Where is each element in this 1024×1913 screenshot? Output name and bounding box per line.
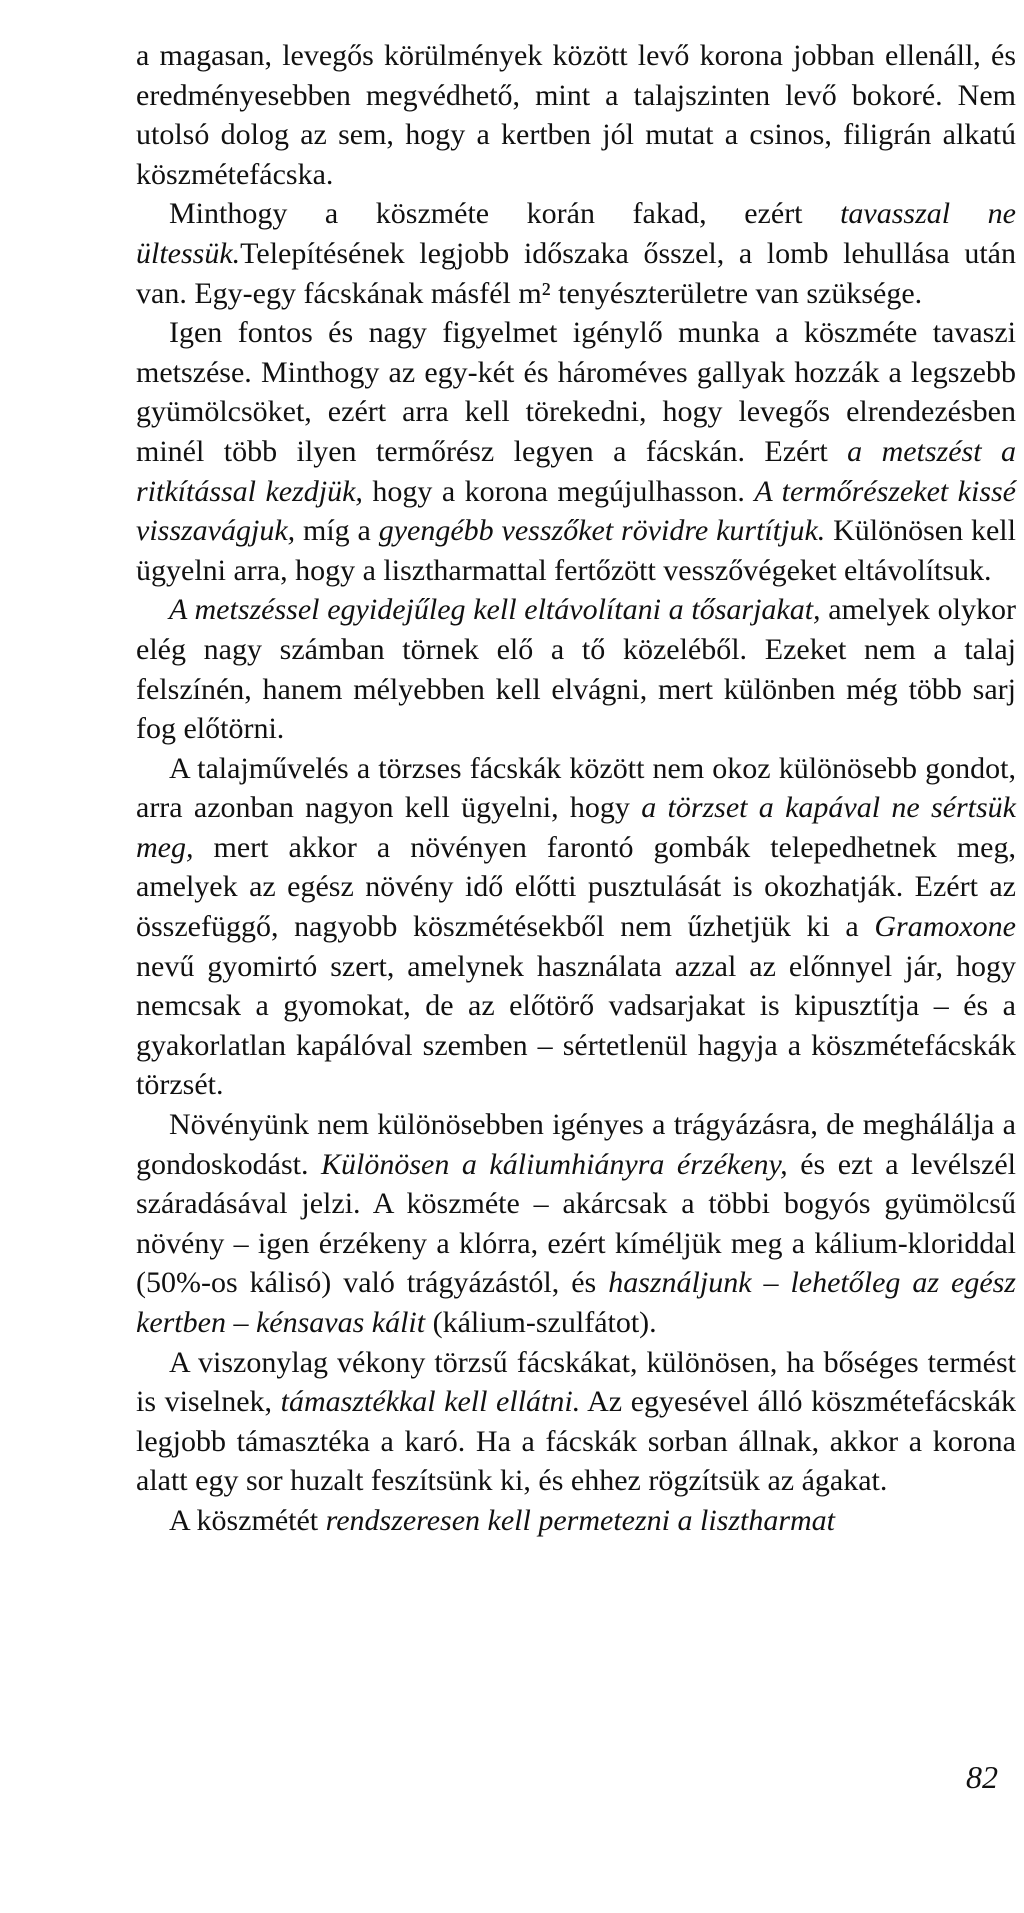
text-run: hogy a korona megújulhasson. <box>362 474 755 508</box>
paragraph <box>136 590 1016 748</box>
paragraph <box>136 194 1016 313</box>
text-run: és ezt a levélszél száradásával jelzi. A köszméte – akárcsak a többi bogyós gyümölcsű növény – igen érzékeny a klórra, ezért kíméljük meg a kálium-kloriddal (50%-os kálisó) való trágyázástól, és <box>136 1147 1016 1300</box>
text-run: amelyek olykor elég nagy számban törnek elő a tő közeléből. Ezeket nem a talaj felszínén, hanem mélyebben kell elvágni, mert különben még több sarj fog előtörni. <box>136 593 1016 746</box>
italic-run: rendszeresen kell permetezni a lisztharmat <box>325 1503 836 1537</box>
italic-run: tavasszal ne ültessük. <box>136 197 1016 270</box>
paragraph <box>136 1501 1016 1541</box>
text-run: Igen fontos és nagy figyelmet igénylő munka a köszméte tavaszi metszése. Minthogy az egy-két és hároméves gallyak hozzák a legszebb gyümölcsöket, ezért arra kell törekedni, hogy levegős elrendezésben minél több ilyen termőrész legyen a fácskán. Ezért <box>136 316 1016 468</box>
text-run: (kálium-szulfátot). <box>425 1306 657 1339</box>
italic-run: A termőrészeket kissé visszavágjuk, <box>136 474 1016 548</box>
paragraph <box>136 749 1016 1105</box>
italic-run: A metszéssel egyidejűleg kell eltávolítani a tősarjakat, <box>169 593 821 627</box>
text-run: Telepítésének legjobb időszaka ősszel, a lomb lehullása után van. Egy-egy fácskának másfél m² tenyészterületre van szüksége. <box>136 236 1016 310</box>
italic-run: a törzset a kapával ne sértsük meg, <box>136 791 1017 864</box>
text-run: Különösen kell ügyelni arra, hogy a lisztharmattal fertőzött vesszővégeket eltávolítsuk. <box>136 514 1016 587</box>
text-run: A viszonylag vékony törzsű fácskákat, különösen, ha bőséges termést is viselnek, <box>136 1345 1016 1419</box>
italic-run: Gramoxone <box>874 910 1016 944</box>
italic-run: használjunk – lehetőleg az egész kertben – kénsavas kálit <box>136 1266 1016 1339</box>
page-body <box>136 36 1016 1541</box>
text-run: Az egyesével álló köszmétefácskák legjobb támasztéka a karó. Ha a fácskák sorban állnak, akkor a korona alatt egy sor huzalt feszítsünk ki, és ehhez rögzítsük az ágakat. <box>136 1385 1016 1498</box>
page-number: 82 <box>966 1759 998 1795</box>
text-run: A talajművelés a törzses fácskák között nem okoz különösebb gondot, arra azonban nagyon kell ügyelni, hogy <box>136 751 1016 825</box>
text-run: Minthogy a köszméte korán fakad, ezért <box>169 197 841 231</box>
italic-run: gyengébb vesszőket rövidre kurtítjuk. <box>378 514 826 548</box>
text-run: a magasan, levegős körülmények között levő korona jobban ellenáll, és eredményesebben megvédhető, mint a talajszinten levő bokoré. Nem utolsó dolog az sem, hogy a kertben jól mutat a csinos, filigrán alkatú köszmétefácska. <box>136 39 1016 191</box>
text-run: Növényünk nem különösebben igényes a trágyázásra, de meghálálja a gondoskodást. <box>136 1108 1016 1181</box>
text-run: míg a <box>295 514 379 548</box>
italic-run: Különösen a káliumhiányra érzékeny, <box>321 1147 788 1181</box>
italic-run: támasztékkal kell ellátni. <box>280 1385 581 1419</box>
paragraph <box>136 1105 1016 1343</box>
text-run: nevű gyomirtó szert, amelynek használata azzal az előnnyel jár, hogy nemcsak a gyomokat, de az előtörő vadsarjakat is kipusztítja – és a gyakorlatlan kapálóval szemben – sértetlenül hagyja a köszmétefácskák törzsét. <box>136 949 1016 1102</box>
text-run: A köszmétét <box>169 1503 326 1537</box>
text-run: mert akkor a növényen farontó gombák telepedhetnek meg, amelyek az egész növény idő előtti pusztulását is okozhatják. Ezért az összefüggő, nagyobb köszmétésekből nem űzhetjük ki a <box>136 830 1016 944</box>
paragraph <box>136 1343 1016 1501</box>
paragraph <box>136 313 1016 590</box>
italic-run: a metszést a ritkítással kezdjük, <box>136 434 1016 508</box>
paragraph <box>136 36 1016 194</box>
